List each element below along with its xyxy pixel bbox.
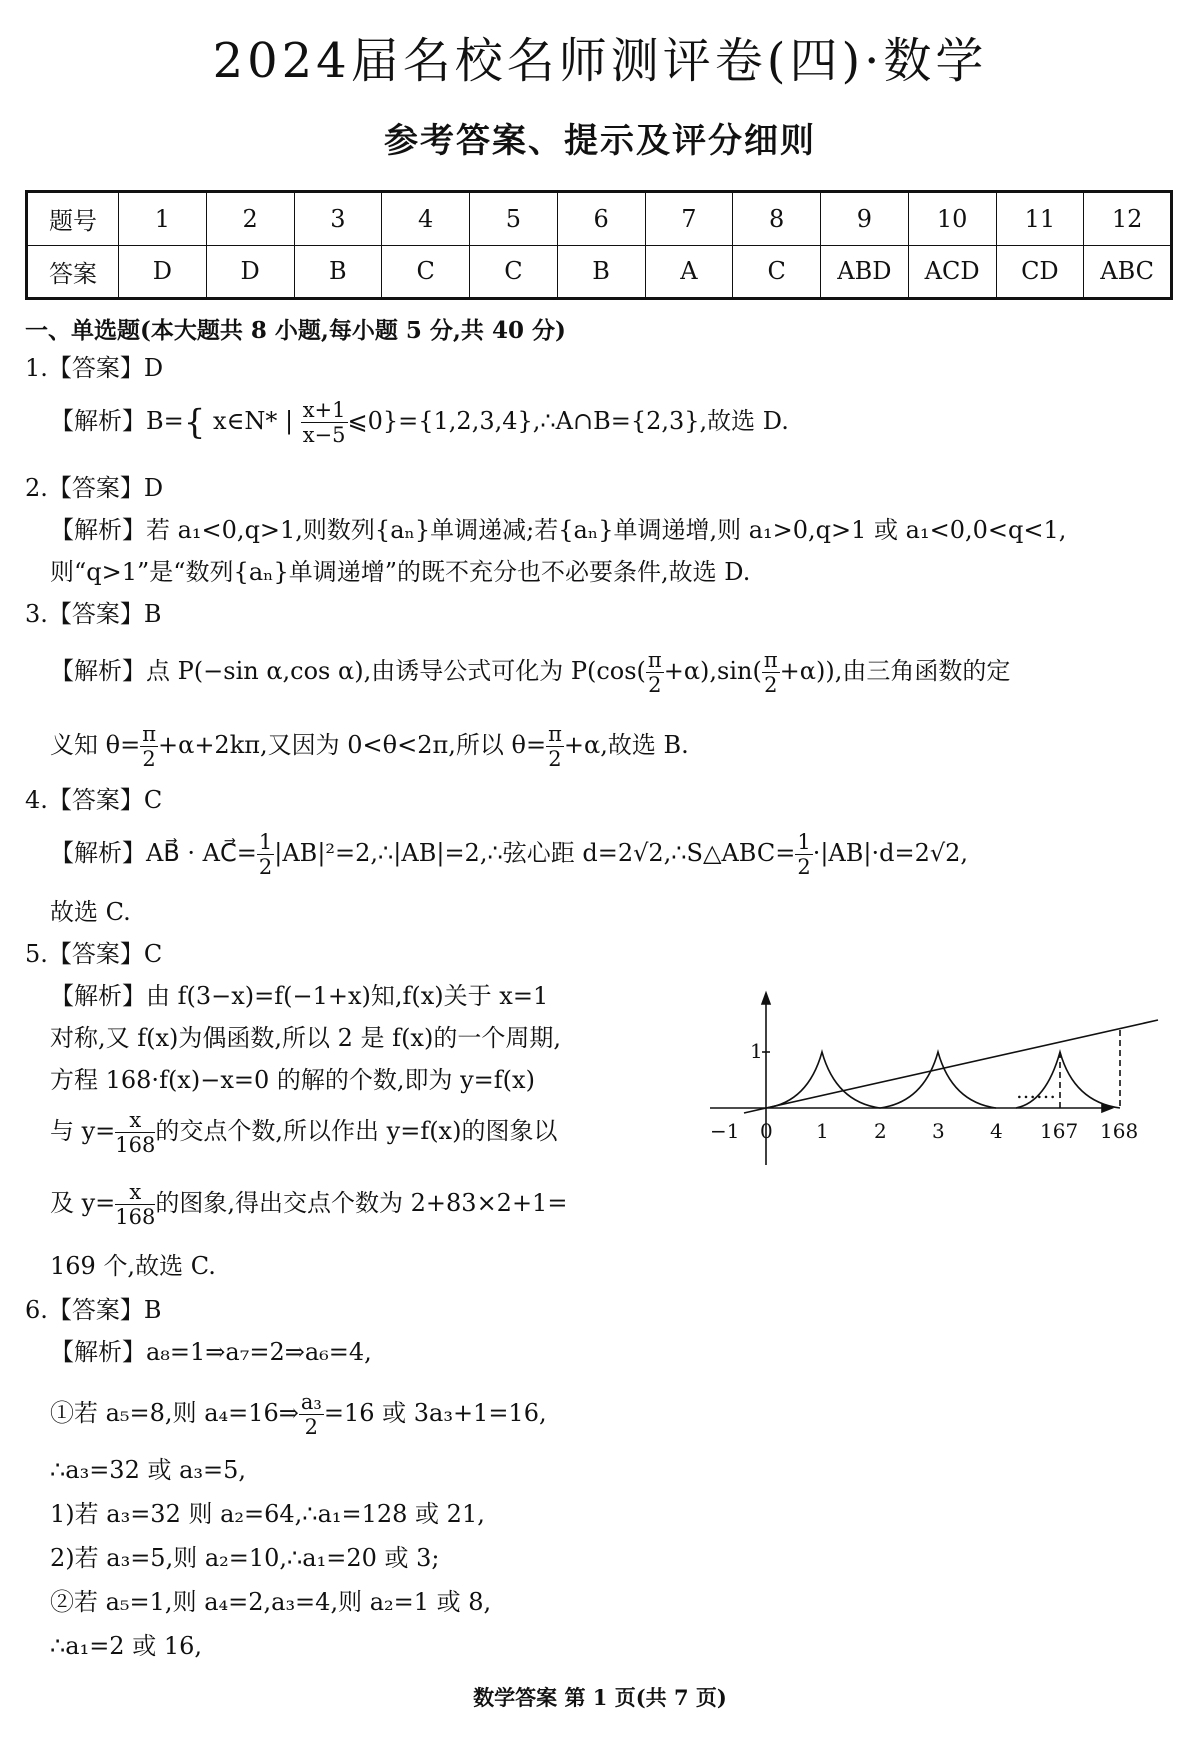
page-subtitle: 参考答案、提示及评分细则 [384,121,816,161]
page-footer: 数学答案 第 1 页(共 7 页) [473,1685,727,1710]
table-cell-number: 11 [996,192,1084,246]
table-cell-number: 7 [645,192,733,246]
q5-answer: 5.【答案】C [25,940,163,968]
x-tick-label: 4 [990,1119,1003,1143]
y-tick-label: 1 [750,1039,763,1063]
q5-line3: 方程 168·f(x)−x=0 的解的个数,即为 y=f(x) [50,1066,535,1094]
q3-answer: 3.【答案】B [25,600,162,628]
page-title: 2024届名校名师测评卷(四)·数学 [212,33,988,89]
table-cell-number: 2 [206,192,294,246]
q5-line1: 【解析】由 f(3−x)=f(−1+x)知,f(x)关于 x=1 [50,982,549,1010]
q1-set: x∈N* | [213,407,294,435]
table-row-answers [27,245,1172,299]
table-cell-number: 6 [557,192,645,246]
q1-analysis: 【解析】B={ x∈N* | $\frac{x+1}{x-5}$ ⩽0}={1,2,3,4},∴A∩B={2,3},故选 D. [50,398,789,447]
table-cell-number: 5 [470,192,558,246]
table-row-label: 题号 [27,192,119,246]
table-row-label: 答案 [27,245,119,299]
q6-line5: 2)若 a₃=5,则 a₂=10,∴a₁=20 或 3; [50,1544,440,1572]
table-cell-answer: CD [996,245,1084,299]
q6-line1: 【解析】a₈=1⇒a₇=2⇒a₆=4, [50,1338,372,1366]
q1-after: ⩽0}={1,2,3,4},∴A∩B={2,3},故选 D. [347,407,789,435]
q3-line1: 【解析】点 P(−sin α,cos α),由诱导公式可化为 P(cos( $\frac{\pi}{2}$ +α),sin( $\frac{\pi}{2}$ +α)),由三角函数的定 [50,648,1011,697]
x-tick-label: 168 [1100,1119,1139,1143]
table-cell-number: 3 [294,192,382,246]
q6-line4: 1)若 a₃=32 则 a₂=64,∴a₁=128 或 21, [50,1500,485,1528]
q6-line3: ∴a₃=32 或 a₃=5, [50,1456,247,1484]
table-cell-answer: D [119,245,207,299]
q6-line6: ②若 a₅=1,则 a₄=2,a₃=4,则 a₂=1 或 8, [50,1588,492,1616]
q5-function-graph [700,990,1139,1170]
q4-line2: 故选 C. [50,898,131,926]
table-cell-number: 12 [1084,192,1172,246]
q6-line7: ∴a₁=2 或 16, [50,1632,203,1660]
q6-line2: ①若 a₅=8,则 a₄=16⇒ $\frac{\text{a₃}}{2}$ =16 或 3a₃+1=16, [50,1390,547,1439]
graph-dots: …… [1016,1079,1056,1103]
x-tick-label: 1 [816,1119,829,1143]
line-y-x-over-168 [744,1020,1158,1113]
table-cell-answer: C [470,245,558,299]
table-cell-number: 10 [908,192,996,246]
q3-line2: 义知 θ= $\frac{\pi}{2}$ +α+2kπ,又因为 0<θ<2π,所以 θ= $\frac{\pi}{2}$ +α,故选 B. [50,722,689,771]
table-cell-answer: ABC [1084,245,1172,299]
table-cell-answer: C [733,245,821,299]
x-tick-label: 2 [874,1119,887,1143]
q1-answer: 1.【答案】D [25,354,164,382]
table-cell-answer: B [294,245,382,299]
table-cell-answer: D [206,245,294,299]
x-tick-label: 3 [932,1119,945,1143]
q1-fraction: $\frac{x+1}{x-5}$ [302,398,346,447]
q6-answer: 6.【答案】B [25,1296,162,1324]
table-cell-number: 1 [119,192,207,246]
section-heading: 一、单选题(本大题共 8 小题,每小题 5 分,共 40 分) [25,317,566,344]
q2-answer: 2.【答案】D [25,474,164,502]
table-cell-answer: C [382,245,470,299]
table-cell-answer: B [557,245,645,299]
q2-line2: 则“q>1”是“数列{aₙ}单调递增”的既不充分也不必要条件,故选 D. [50,558,751,586]
q5-line5: 及 y= $\frac{x}{168}$ 的图象,得出交点个数为 2+83×2+1= [50,1180,568,1229]
q2-line1: 【解析】若 a₁<0,q>1,则数列{aₙ}单调递减;若{aₙ}单调递增,则 a₁>0,q>1 或 a₁<0,0<q<1, [50,516,1067,544]
table-cell-number: 4 [382,192,470,246]
table-cell-answer: ACD [908,245,996,299]
y-axis-arrow [762,993,770,1004]
x-tick-label: 0 [760,1119,773,1143]
x-tick-label: 167 [1040,1119,1079,1143]
q5-line2: 对称,又 f(x)为偶函数,所以 2 是 f(x)的一个周期, [50,1024,561,1052]
table-cell-number: 9 [821,192,909,246]
q4-line1: 【解析】AB⃗ · AC⃗= $\frac{1}{2}$ |AB|²=2,∴|AB|=2,∴弦心距 d=2√2,∴S△ABC= $\frac{1}{2}$ ·|AB|·d=2√2, [50,830,969,879]
q1-prefix: 【解析】B= [50,407,184,435]
table-row-numbers [27,192,1172,246]
answer-table [25,190,1173,300]
q5-line4: 与 y= $\frac{x}{168}$ 的交点个数,所以作出 y=f(x)的图象以 [50,1108,558,1157]
table-cell-answer: ABD [821,245,909,299]
q5-line6: 169 个,故选 C. [50,1252,216,1280]
x-tick-label: −1 [710,1119,740,1143]
q4-answer: 4.【答案】C [25,786,163,814]
table-cell-answer: A [645,245,733,299]
table-cell-number: 8 [733,192,821,246]
